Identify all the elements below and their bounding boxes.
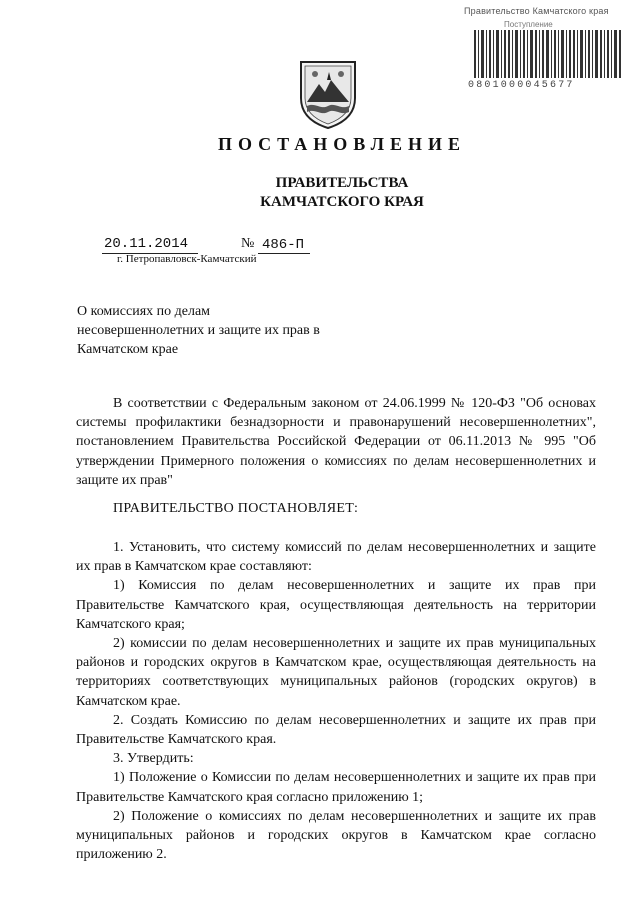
- decree-statement: ПРАВИТЕЛЬСТВО ПОСТАНОВЛЯЕТ:: [113, 501, 359, 516]
- registration-stamp: [464, 6, 628, 91]
- kamchatka-coat-of-arms-icon: [297, 58, 359, 130]
- document-date: 20.11.2014: [104, 236, 189, 252]
- stamp-organization: Правительство Камчатского края: [464, 6, 609, 16]
- barcode-number: 0801000045677: [468, 80, 575, 91]
- preamble-paragraph: В соответствии с Федеральным законом от 24.06.1999 № 120-ФЗ "Об основах системы профилактики безнадзорности и правонарушений несовершеннолетних", постановлением Правительства Российской Федерации от 06.11.2013 № 995 "Об утверждении Примерного положения о комиссиях по делам несовершеннолетних и защите их прав": [76, 396, 596, 488]
- document-number: 486-П: [262, 237, 305, 253]
- list-item: 1. Установить, что систему комиссий по делам несовершеннолетних и защите их прав в Камчатском крае составляют:: [76, 540, 596, 575]
- issuing-authority-line1: ПРАВИТЕЛЬСТВА: [275, 175, 409, 191]
- document-number-label: №: [241, 236, 255, 251]
- resolution-items: [76, 538, 596, 864]
- document-city: г. Петропавловск-Камчатский: [117, 253, 257, 265]
- document-title: ПОСТАНОВЛЕНИЕ: [217, 134, 467, 154]
- list-item: 2) Положение о комиссиях по делам несовершеннолетних и защите их прав муниципальных районов и городских округов в Камчатском крае согласно приложению 2.: [76, 808, 596, 863]
- barcode-icon: [472, 30, 624, 78]
- issuing-authority-line2: КАМЧАТСКОГО КРАЯ: [260, 194, 424, 210]
- preamble: [76, 394, 596, 490]
- list-item: 3. Утвердить:: [113, 751, 194, 767]
- list-item: 1) Положение о Комиссии по делам несовершеннолетних и защите их прав при Правительстве Камчатского края согласно приложению 1;: [76, 770, 596, 805]
- list-item: 2. Создать Комиссию по делам несовершеннолетних и защите их прав при Правительстве Камчатского края.: [76, 712, 596, 748]
- number-underline: [258, 253, 310, 254]
- stamp-subline: Поступление: [504, 20, 553, 29]
- document-subject: О комиссиях по делам несовершеннолетних и защите их прав в Камчатском крае: [77, 304, 320, 357]
- list-item: 1) Комиссия по делам несовершеннолетних и защите их прав при Правительстве Камчатского края, осуществляющая деятельность на территории Камчатского края;: [76, 578, 596, 632]
- list-item: 2) комиссии по делам несовершеннолетних и защите их прав муниципальных районов и городских округов в Камчатском крае, осуществляющая деятельность на территориях соответствующих муниципальных районов (городских округов) в Камчатском крае.: [76, 636, 596, 709]
- issuing-authority: [22, 174, 640, 212]
